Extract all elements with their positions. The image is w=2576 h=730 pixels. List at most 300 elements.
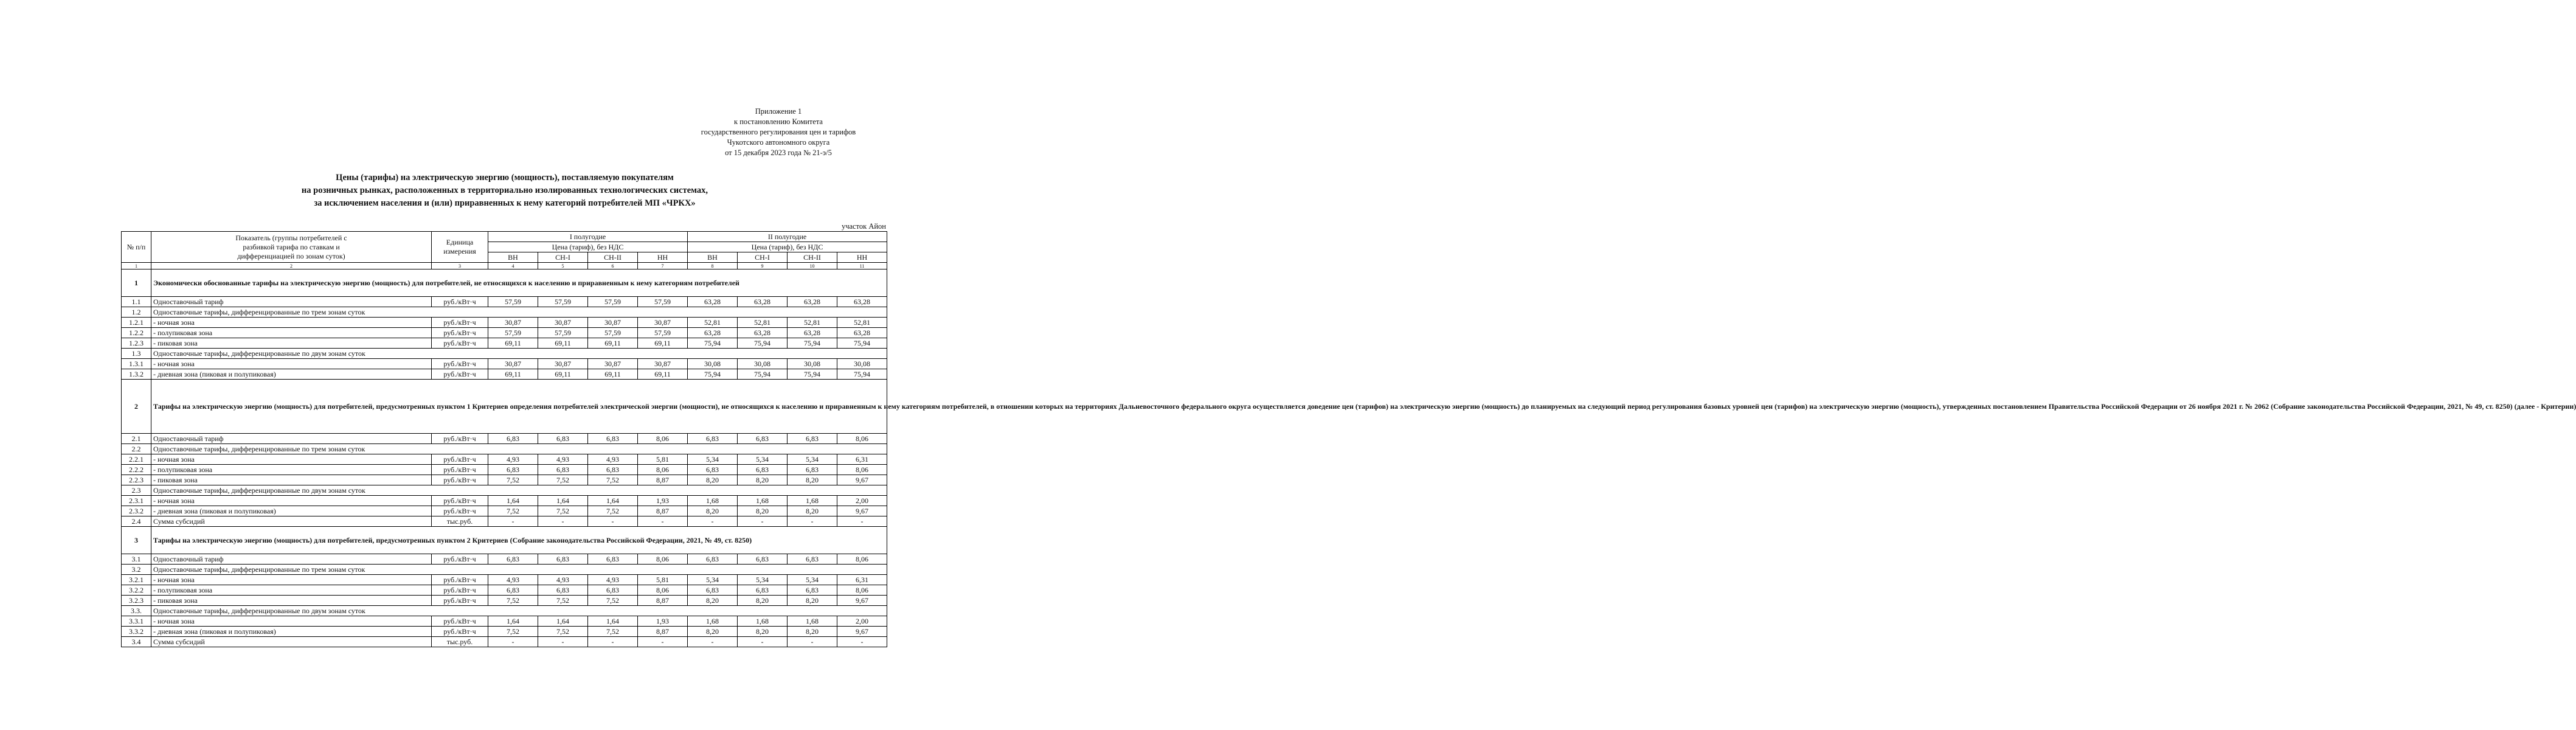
row-indicator: - ночная зона [151,496,432,506]
tariff-value: 30,87 [638,318,688,328]
tariff-value: 7,52 [488,596,538,606]
tariff-value: 52,81 [837,318,887,328]
tariff-value: - [738,516,788,527]
tariff-value: 8,06 [638,465,688,475]
tariff-value: 75,94 [837,338,887,349]
tariff-value: 75,94 [788,338,837,349]
tariff-value: 2,00 [837,496,887,506]
tariff-value: - [588,516,638,527]
row-number: 3.2 [122,565,151,575]
row-unit: тыс.руб. [432,516,488,527]
section-row [122,380,887,434]
tariff-value: 2,00 [837,616,887,627]
table-row [122,444,887,454]
table-row [122,434,887,444]
tariff-value: 6,31 [837,575,887,585]
title-line: за исключением населения и (или) приравненных к нему категорий потребителей МП «ЧРКХ» [314,198,696,208]
tariff-value: 7,52 [488,627,538,637]
tariff-value: 57,59 [538,328,588,338]
row-number: 2.3 [122,485,151,496]
document-title [182,172,827,210]
row-number: 1.3 [122,349,151,359]
col-header: ВН [688,252,738,263]
tariff-value: 1,68 [738,616,788,627]
tariff-value: 30,87 [488,318,538,328]
row-unit: руб./кВт·ч [432,506,488,516]
tariff-value: 8,06 [638,554,688,565]
tariff-value: 75,94 [738,338,788,349]
row-indicator: - полупиковая зона [151,585,432,596]
tariff-value: 6,83 [738,554,788,565]
col-number: 3 [432,263,488,269]
tariff-value: 5,34 [788,454,837,465]
table-row [122,297,887,307]
col-number: 7 [638,263,688,269]
row-indicator: - ночная зона [151,575,432,585]
tariff-value: 8,20 [688,506,738,516]
row-indicator: Одноставочные тарифы, дифференцированные по двум зонам суток [151,606,887,616]
appendix-line: от 15 декабря 2023 года № 21-э/5 [725,148,832,157]
tariff-value: 1,68 [788,616,837,627]
section-title: Тарифы на электрическую энергию (мощность) для потребителей, предусмотренных пунктом 2 Критериев (Собрание законодательства Российской Федерации, 2021, № 49, ст. 8250) [151,527,887,554]
row-indicator: Одноставочные тарифы, дифференцированные по трем зонам суток [151,565,887,575]
tariff-value: - [837,516,887,527]
tariff-value: 75,94 [788,369,837,380]
col-number: 8 [688,263,738,269]
tariff-value: 6,83 [738,434,788,444]
col-header: СН-II [788,252,837,263]
tariff-value: 6,83 [738,585,788,596]
col-number: 9 [738,263,788,269]
row-indicator: Одноставочные тарифы, дифференцированные по трем зонам суток [151,444,887,454]
tariff-value: 63,28 [788,297,837,307]
col-number: 2 [151,263,432,269]
tariff-value: 57,59 [638,297,688,307]
row-indicator: - ночная зона [151,318,432,328]
row-indicator: - дневная зона (пиковая и полупиковая) [151,369,432,380]
row-unit: руб./кВт·ч [432,359,488,369]
tariff-value: 8,87 [638,596,688,606]
tariff-value: 8,20 [688,596,738,606]
section-number: 3 [122,527,151,554]
tariff-value: 69,11 [638,369,688,380]
tariff-value: 63,28 [738,328,788,338]
tariff-value: 5,34 [688,575,738,585]
row-indicator: - дневная зона (пиковая и полупиковая) [151,506,432,516]
tariff-value: 5,34 [788,575,837,585]
row-indicator: Одноставочные тарифы, дифференцированные по трем зонам суток [151,307,887,318]
appendix-line: государственного регулирования цен и тарифов [701,128,856,136]
tariff-value: 8,06 [837,434,887,444]
row-indicator: - пиковая зона [151,475,432,485]
tariff-value: 6,83 [788,554,837,565]
row-number: 3.3.2 [122,627,151,637]
tariff-value: 57,59 [638,328,688,338]
row-indicator: - пиковая зона [151,338,432,349]
table-row [122,585,887,596]
tariff-value: 75,94 [688,369,738,380]
tariff-value: 9,67 [837,627,887,637]
tariff-value: - [837,637,887,647]
tariff-value: 63,28 [837,328,887,338]
tariff-value: 57,59 [488,328,538,338]
row-unit: руб./кВт·ч [432,496,488,506]
tariff-value: 8,87 [638,475,688,485]
tariff-value: 30,08 [788,359,837,369]
row-number: 1.1 [122,297,151,307]
tariff-value: 69,11 [538,369,588,380]
tariff-value: 6,83 [788,465,837,475]
header-price-1: Цена (тариф), без НДС [488,242,688,252]
col-header: НН [638,252,688,263]
tariff-value: 6,83 [488,585,538,596]
row-number: 3.2.2 [122,585,151,596]
row-number: 1.2.3 [122,338,151,349]
tariff-value: 63,28 [738,297,788,307]
header-indicator: Показатель (группы потребителей с разбивкой тарифа по ставкам и дифференциацией по зонам суток) [151,232,432,263]
tariff-value: 4,93 [488,575,538,585]
appendix-line: Чукотского автономного округа [727,138,830,147]
tariff-value: 63,28 [788,328,837,338]
tariff-value: - [638,637,688,647]
row-number: 2.1 [122,434,151,444]
tariff-value: 69,11 [488,338,538,349]
row-unit: руб./кВт·ч [432,554,488,565]
tariff-value: 5,34 [738,575,788,585]
tariff-value: 8,20 [738,627,788,637]
tariff-value: 9,67 [837,596,887,606]
tariff-value: 52,81 [738,318,788,328]
tariff-value: 7,52 [588,596,638,606]
tariff-value: 4,93 [588,575,638,585]
table-row [122,475,887,485]
tariff-value: 6,83 [588,465,638,475]
row-indicator: - ночная зона [151,359,432,369]
section-number: 1 [122,269,151,297]
tariff-value: 4,93 [538,454,588,465]
tariff-value: 6,83 [588,554,638,565]
row-indicator: - полупиковая зона [151,328,432,338]
section-row [122,527,887,554]
row-number: 3.4 [122,637,151,647]
row-unit: руб./кВт·ч [432,318,488,328]
table-row [122,606,887,616]
tariff-value: 9,67 [837,506,887,516]
appendix-line: к постановлению Комитета [734,117,823,126]
tariff-value: 75,94 [738,369,788,380]
row-indicator: Одноставочный тариф [151,434,432,444]
row-number: 3.2.3 [122,596,151,606]
tariff-value: 8,20 [788,475,837,485]
table-row [122,369,887,380]
tariff-value: 6,83 [688,465,738,475]
row-unit: руб./кВт·ч [432,465,488,475]
tariff-value: 63,28 [688,297,738,307]
tariff-value: 30,87 [638,359,688,369]
row-indicator: - ночная зона [151,616,432,627]
tariff-value: 7,52 [538,596,588,606]
tariff-value: 5,34 [738,454,788,465]
row-unit: руб./кВт·ч [432,328,488,338]
table-row [122,318,887,328]
tariff-value: 69,11 [638,338,688,349]
tariff-value: - [788,516,837,527]
tariff-value: 1,68 [688,616,738,627]
appendix-block [687,106,870,158]
row-unit: руб./кВт·ч [432,369,488,380]
tariff-value: 9,67 [837,475,887,485]
tariff-value: 1,64 [538,616,588,627]
tariff-value: 1,68 [688,496,738,506]
row-unit: руб./кВт·ч [432,616,488,627]
tariff-value: 6,31 [837,454,887,465]
row-unit: руб./кВт·ч [432,596,488,606]
tariff-value: 1,93 [638,496,688,506]
table-row [122,307,887,318]
row-indicator: Сумма субсидий [151,516,432,527]
table-row [122,575,887,585]
tariff-value: 63,28 [837,297,887,307]
tariff-value: 6,83 [688,434,738,444]
tariff-value: - [738,637,788,647]
row-number: 2.2.2 [122,465,151,475]
appendix-line: Приложение 1 [755,107,802,116]
section-row [122,269,887,297]
row-indicator: - пиковая зона [151,596,432,606]
section-title: Экономически обоснованные тарифы на электрическую энергию (мощность) для потребителей, не относящихся к населению и приравненным к нему категориям потребителей [151,269,887,297]
title-line: Цены (тарифы) на электрическую энергию (мощность), поставляемую покупателям [336,173,674,182]
tariff-value: 69,11 [588,338,638,349]
tariff-value: 1,64 [488,496,538,506]
tariff-value: 57,59 [588,328,638,338]
table-row [122,506,887,516]
tariff-value: 8,20 [788,506,837,516]
table-row [122,454,887,465]
tariff-value: 6,83 [688,585,738,596]
row-number: 1.3.1 [122,359,151,369]
table-body [122,269,2576,647]
tariff-value: 69,11 [538,338,588,349]
tariff-value: 1,68 [788,496,837,506]
col-header: ВН [488,252,538,263]
tariff-value: - [588,637,638,647]
row-number: 2.3.1 [122,496,151,506]
tariff-value: 8,20 [688,627,738,637]
tariff-value: 8,20 [788,627,837,637]
row-indicator: Одноставочный тариф [151,554,432,565]
tariff-value: 8,06 [837,585,887,596]
row-number: 2.3.2 [122,506,151,516]
row-indicator: Одноставочные тарифы, дифференцированные по двум зонам суток [151,349,887,359]
tariff-value: 1,64 [588,616,638,627]
col-header: СН-I [738,252,788,263]
table-header [122,232,887,269]
tariff-value: 7,52 [538,475,588,485]
table-row [122,627,887,637]
col-number: 10 [788,263,837,269]
row-indicator: - полупиковая зона [151,465,432,475]
tariff-value: 30,87 [538,359,588,369]
tariff-value: 6,83 [488,465,538,475]
tariff-value: 52,81 [688,318,738,328]
row-unit: руб./кВт·ч [432,297,488,307]
section-title: Тарифы на электрическую энергию (мощность) для потребителей, предусмотренных пунктом 1 Критериев определения потребителей электрической энергии (мощности), не относящихся к населению и приравненным к нему категориям потребителей, в отношении которых на территориях Дальневосточного федерального округа осуществляется доведение цен (тарифов) на электрическую энергию (мощность) до планируемых на следующий период регулирования базовых уровней цен (тарифов) на электрическую энергию (мощность), утвержденных постановлением Правительства Российской Федерации от 26 ноября 2021 г. № 2062 (Собрание законодательства Российской Федерации, 2021, № 49, ст. 8250) (далее - Критерии) [151,380,887,434]
tariff-value: 7,52 [588,475,638,485]
tariff-value: 5,81 [638,454,688,465]
tariff-value: 4,93 [588,454,638,465]
tariff-value: 30,08 [738,359,788,369]
tariff-value: - [488,637,538,647]
row-number: 3.3.1 [122,616,151,627]
tariff-value: 8,20 [738,506,788,516]
row-number: 2.4 [122,516,151,527]
tariff-value: 57,59 [538,297,588,307]
tariff-value: 8,87 [638,506,688,516]
row-number: 1.3.2 [122,369,151,380]
tariff-value: 69,11 [488,369,538,380]
tariff-value: 8,20 [738,475,788,485]
tariff-value: 1,68 [738,496,788,506]
tariff-value: 30,87 [588,318,638,328]
tariff-value: 57,59 [488,297,538,307]
header-half1: I полугодие [488,232,688,242]
tariff-value: - [538,516,588,527]
tariff-value: 30,87 [538,318,588,328]
col-header: СН-II [588,252,638,263]
tariff-value: 30,87 [588,359,638,369]
tariff-value: 6,83 [738,465,788,475]
tariff-value: - [688,637,738,647]
table-row [122,554,887,565]
tariff-value: 30,08 [837,359,887,369]
tariff-value: 1,93 [638,616,688,627]
tariff-value: 1,64 [588,496,638,506]
table-row [122,616,887,627]
row-unit: руб./кВт·ч [432,454,488,465]
tariff-value: 8,20 [738,596,788,606]
row-number: 1.2.1 [122,318,151,328]
row-unit: руб./кВт·ч [432,585,488,596]
tariff-value: 8,06 [837,554,887,565]
col-number: 5 [538,263,588,269]
tariff-value: 52,81 [788,318,837,328]
row-unit: руб./кВт·ч [432,627,488,637]
tariff-value: 69,11 [588,369,638,380]
row-number: 1.2 [122,307,151,318]
table-row [122,349,887,359]
tariff-value: 6,83 [588,585,638,596]
row-number: 3.3. [122,606,151,616]
col-number: 6 [588,263,638,269]
table-row [122,359,887,369]
tariff-value: - [488,516,538,527]
tariff-value: 57,59 [588,297,638,307]
table-row [122,485,887,496]
tariff-value: 8,20 [788,596,837,606]
section-number: 2 [122,380,151,434]
tariff-value: 5,81 [638,575,688,585]
col-header: НН [837,252,887,263]
row-unit: руб./кВт·ч [432,575,488,585]
tariff-value: 8,20 [688,475,738,485]
tariff-value: 6,83 [688,554,738,565]
row-number: 3.1 [122,554,151,565]
row-number: 2.2 [122,444,151,454]
tariff-value: 8,06 [837,465,887,475]
tariff-value: 8,87 [638,627,688,637]
tariff-value: 6,83 [488,434,538,444]
table-row [122,338,887,349]
table-row [122,516,887,527]
tariff-value: 7,52 [488,506,538,516]
header-unit: Единица измерения [432,232,488,263]
tariff-value: 63,28 [688,328,738,338]
table-row [122,465,887,475]
row-indicator: Одноставочные тарифы, дифференцированные по двум зонам суток [151,485,887,496]
section-label: участок Айон [841,222,886,231]
tariff-value: 6,83 [788,434,837,444]
row-number: 1.2.2 [122,328,151,338]
tariff-value: - [538,637,588,647]
tariff-value: 6,83 [538,434,588,444]
tariff-value: 75,94 [688,338,738,349]
tariff-value: 6,83 [538,554,588,565]
tariff-value: 1,64 [538,496,588,506]
tariff-value: 8,06 [638,585,688,596]
tariff-value: 7,52 [588,627,638,637]
col-number: 4 [488,263,538,269]
header-half2: II полугодие [688,232,887,242]
row-unit: руб./кВт·ч [432,434,488,444]
tariff-value: - [638,516,688,527]
row-indicator: Одноставочный тариф [151,297,432,307]
tariff-value: 7,52 [488,475,538,485]
header-price-2: Цена (тариф), без НДС [688,242,887,252]
tariff-value: 75,94 [837,369,887,380]
tariff-value: - [688,516,738,527]
tariff-table [121,231,2576,647]
table-row [122,328,887,338]
table-row [122,637,887,647]
header-no: № п/п [122,232,151,263]
tariff-value: 4,93 [488,454,538,465]
tariff-value: 7,52 [538,506,588,516]
tariff-value: 6,83 [488,554,538,565]
tariff-value: 30,08 [688,359,738,369]
row-number: 2.2.3 [122,475,151,485]
row-number: 3.2.1 [122,575,151,585]
tariff-value: 1,64 [488,616,538,627]
table-row [122,496,887,506]
row-unit: руб./кВт·ч [432,338,488,349]
tariff-value: 6,83 [588,434,638,444]
tariff-value: 7,52 [538,627,588,637]
col-header: СН-I [538,252,588,263]
col-number: 11 [837,263,887,269]
tariff-value: 8,06 [638,434,688,444]
tariff-value: 4,93 [538,575,588,585]
row-number: 2.2.1 [122,454,151,465]
row-unit: руб./кВт·ч [432,475,488,485]
tariff-value: 30,87 [488,359,538,369]
row-indicator: Сумма субсидий [151,637,432,647]
row-unit: тыс.руб. [432,637,488,647]
tariff-value: 6,83 [538,465,588,475]
row-indicator: - дневная зона (пиковая и полупиковая) [151,627,432,637]
col-number: 1 [122,263,151,269]
row-indicator: - ночная зона [151,454,432,465]
tariff-value: 6,83 [788,585,837,596]
